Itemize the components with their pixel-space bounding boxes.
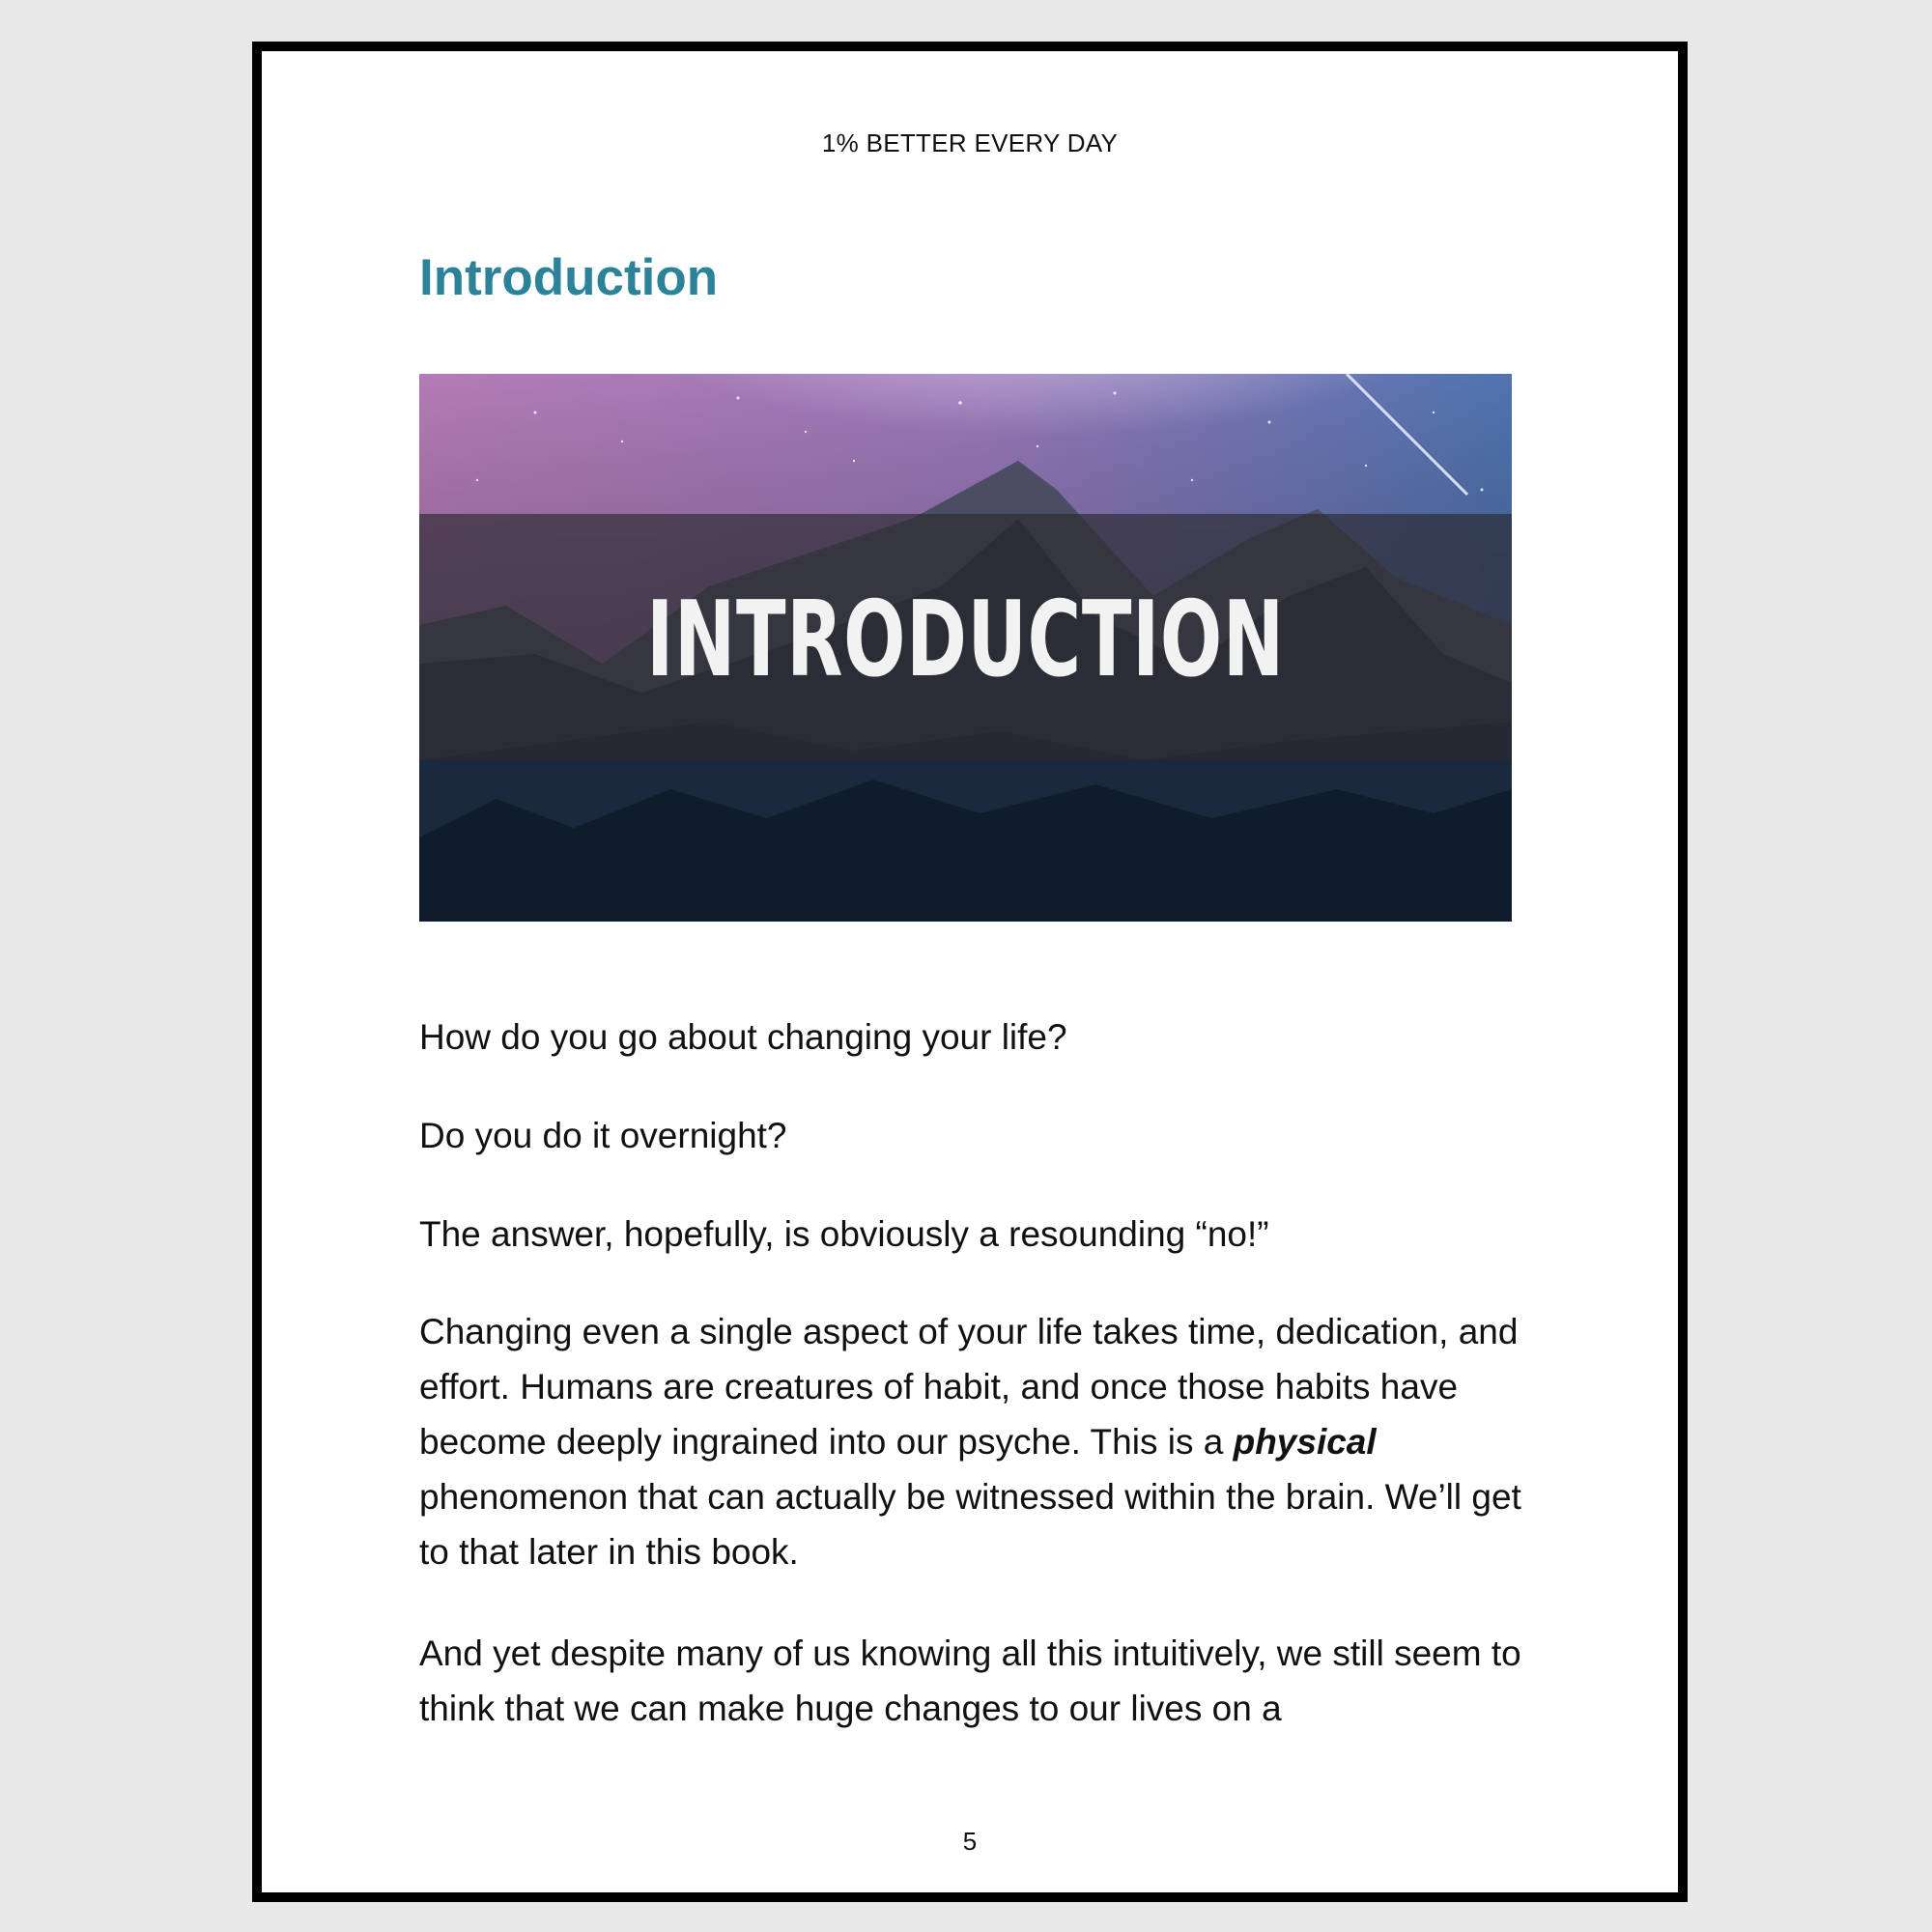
emphasized-word: physical <box>1233 1422 1377 1462</box>
chapter-banner-image <box>419 374 1512 922</box>
document-page <box>252 42 1688 1902</box>
paragraph: The answer, hopefully, is obviously a resounding “no!” <box>419 1214 1269 1254</box>
paragraph-text: phenomenon that can actually be witnessed within the brain. We’ll get to that later in this book. <box>419 1477 1521 1572</box>
paragraph <box>419 1304 1530 1579</box>
page-number: 5 <box>962 1827 978 1856</box>
chapter-title: Introduction <box>419 249 719 306</box>
paragraph: Do you do it overnight? <box>419 1116 787 1155</box>
paragraph: And yet despite many of us knowing all this intuitively, we still seem to think that we can make huge changes to our lives on a <box>419 1634 1521 1728</box>
paragraph: How do you go about changing your life? <box>419 1017 1067 1057</box>
paragraph-text: Changing even a single aspect of your life takes time, dedication, and effort. Humans are creatures of habit, and once those habits have become deeply ingrained into our psyche. This is a <box>419 1312 1519 1462</box>
running-header: 1% BETTER EVERY DAY <box>821 128 1119 157</box>
banner-heading-text: INTRODUCTION <box>646 580 1285 700</box>
